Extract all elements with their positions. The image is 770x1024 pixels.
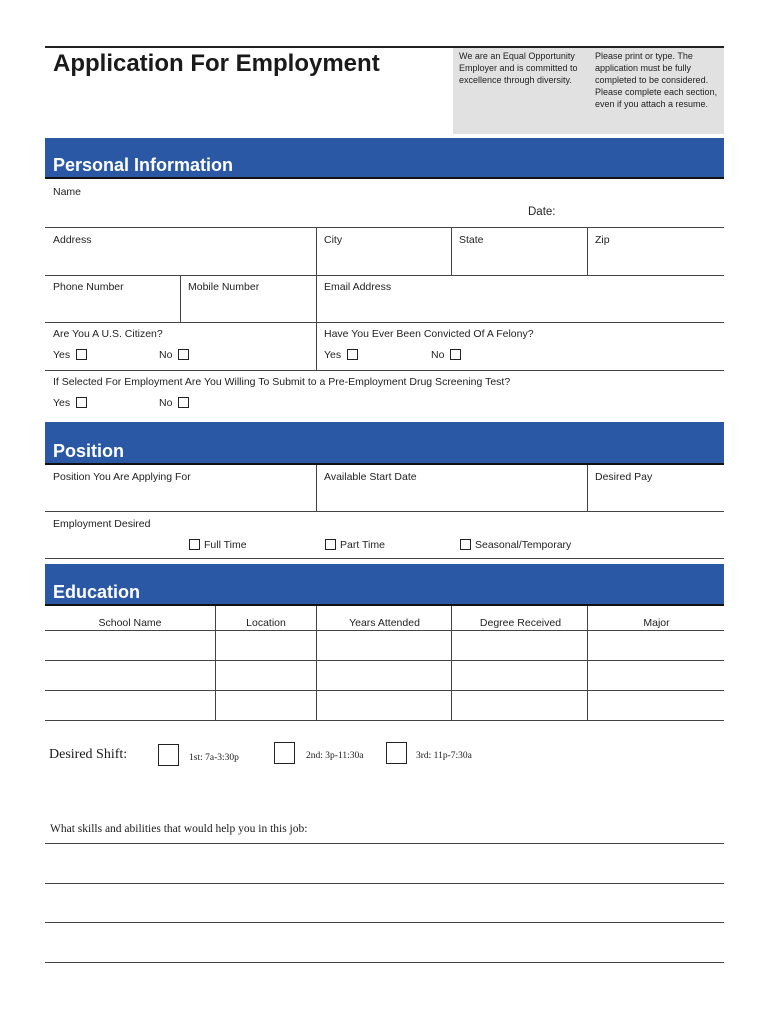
drug-screening-question: If Selected For Employment Are You Willing To Submit to a Pre-Employment Drug Screening Test?: [53, 376, 511, 388]
skills-answer-line[interactable]: [45, 843, 724, 844]
full-time-checkbox[interactable]: [189, 539, 200, 550]
seasonal-temporary-label: Seasonal/Temporary: [475, 539, 572, 551]
divider: [45, 511, 724, 512]
shift-third-checkbox[interactable]: [386, 742, 407, 764]
part-time-label: Part Time: [340, 539, 385, 551]
citizen-yes-label: Yes: [53, 349, 71, 361]
divider: [316, 322, 317, 370]
drug-yes-label: Yes: [53, 397, 71, 409]
phone-label: Phone Number: [53, 281, 124, 293]
table-row[interactable]: [45, 691, 724, 720]
position-header: [45, 422, 724, 465]
citizen-no-label: No: [159, 349, 173, 361]
mobile-label: Mobile Number: [188, 281, 260, 293]
start-date-field[interactable]: [317, 466, 587, 510]
name-field[interactable]: [45, 182, 515, 226]
shift-first-label: 1st: 7a-3:30p: [189, 753, 239, 763]
eeo-note: We are an Equal Opportunity Employer and is committed to excellence through diversity.: [453, 48, 592, 134]
phone-field[interactable]: [45, 276, 179, 322]
city-label: City: [324, 234, 343, 246]
position-applying-label: Position You Are Applying For: [53, 471, 191, 483]
felony-yes-checkbox[interactable]: [347, 349, 358, 360]
shift-third-label: 3rd: 11p-7:30a: [416, 751, 472, 761]
part-time-checkbox[interactable]: [325, 539, 336, 550]
full-time-label: Full Time: [204, 539, 247, 551]
table-row[interactable]: [45, 631, 724, 660]
drug-no-checkbox[interactable]: [178, 397, 189, 408]
desired-shift-label: Desired Shift:: [49, 747, 128, 762]
shift-second-checkbox[interactable]: [274, 742, 295, 764]
zip-field[interactable]: [588, 228, 723, 274]
desired-pay-field[interactable]: [588, 466, 723, 510]
col-location: Location: [246, 617, 286, 629]
personal-info-header: [45, 138, 724, 179]
table-row[interactable]: [45, 661, 724, 690]
shift-second-label: 2nd: 3p-11:30a: [306, 751, 364, 761]
email-label: Email Address: [324, 281, 392, 293]
seasonal-temporary-checkbox[interactable]: [460, 539, 471, 550]
divider: [45, 558, 724, 559]
col-degree-received: Degree Received: [479, 617, 562, 629]
mobile-field[interactable]: [181, 276, 315, 322]
felony-no-label: No: [431, 349, 445, 361]
education-header: [45, 564, 724, 606]
felony-yes-label: Yes: [324, 349, 342, 361]
print-instructions-note: Please print or type. The application must be fully completed to be considered. Please complete each section, even if you attach a resume.: [589, 48, 724, 134]
name-label: Name: [53, 186, 82, 198]
desired-pay-label: Desired Pay: [595, 471, 653, 483]
skills-answer-line[interactable]: [45, 922, 724, 923]
divider: [45, 322, 724, 323]
start-date-label: Available Start Date: [324, 471, 417, 483]
divider: [45, 720, 724, 721]
col-major: Major: [643, 617, 670, 629]
citizen-yes-checkbox[interactable]: [76, 349, 87, 360]
drug-yes-checkbox[interactable]: [76, 397, 87, 408]
citizen-no-checkbox[interactable]: [178, 349, 189, 360]
personal-info-title: Personal Information: [53, 155, 234, 175]
state-label: State: [459, 234, 484, 246]
drug-no-label: No: [159, 397, 173, 409]
state-field[interactable]: [452, 228, 587, 274]
col-years-attended: Years Attended: [349, 617, 420, 629]
page-title: Application For Employment: [53, 50, 380, 77]
city-field[interactable]: [317, 228, 451, 274]
email-field[interactable]: [317, 276, 723, 322]
skills-answer-line[interactable]: [45, 883, 724, 884]
address-field[interactable]: [45, 228, 315, 274]
education-title: Education: [53, 582, 141, 602]
divider: [45, 370, 724, 371]
citizen-question: Are You A U.S. Citizen?: [53, 328, 163, 340]
date-label: Date:: [528, 206, 556, 218]
address-label: Address: [53, 234, 92, 246]
position-title: Position: [53, 441, 124, 461]
position-applying-field[interactable]: [45, 466, 315, 510]
employment-desired-label: Employment Desired: [53, 518, 151, 530]
skills-question: What skills and abilities that would help you in this job:: [50, 823, 308, 835]
zip-label: Zip: [595, 234, 610, 246]
date-field[interactable]: [560, 200, 720, 226]
col-school-name: School Name: [98, 617, 162, 629]
skills-answer-line[interactable]: [45, 962, 724, 963]
felony-question: Have You Ever Been Convicted Of A Felony?: [324, 328, 534, 340]
felony-no-checkbox[interactable]: [450, 349, 461, 360]
shift-first-checkbox[interactable]: [158, 744, 179, 766]
